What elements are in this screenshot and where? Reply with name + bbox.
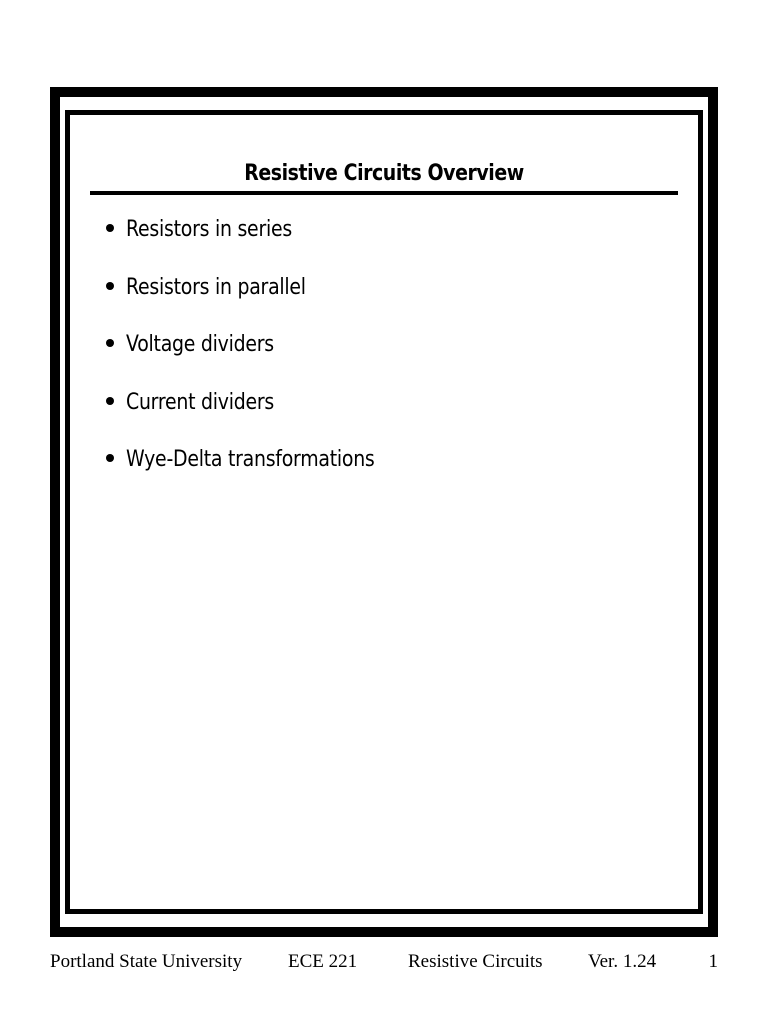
- bullet-text: Resistors in series: [126, 217, 292, 242]
- list-item: [106, 443, 415, 501]
- slide-title: Resistive Circuits Overview: [244, 161, 524, 186]
- bullet-icon: [106, 339, 114, 347]
- slide-inner-frame: [65, 110, 703, 914]
- list-item: [106, 271, 415, 329]
- bullet-text: Wye-Delta transformations: [126, 447, 375, 472]
- bullet-icon: [106, 454, 114, 462]
- footer-topic: Resistive Circuits: [408, 951, 543, 972]
- bullet-text: Voltage dividers: [126, 332, 274, 357]
- slide-footer: [50, 951, 718, 977]
- bullet-icon: [106, 282, 114, 290]
- bullet-text: Resistors in parallel: [126, 274, 306, 300]
- list-item: [106, 328, 415, 386]
- bullet-list: [106, 213, 415, 501]
- footer-institution: Portland State University: [50, 951, 243, 972]
- list-item: [106, 386, 415, 444]
- slide-outer-frame: [50, 87, 718, 937]
- bullet-icon: [106, 224, 114, 232]
- footer-version: Ver. 1.24: [588, 951, 657, 972]
- bullet-icon: [106, 397, 114, 405]
- footer-page-number: 1: [708, 951, 718, 972]
- list-item: [106, 213, 415, 271]
- footer-course: ECE 221: [288, 951, 358, 972]
- title-underline: [90, 191, 678, 195]
- bullet-text: Current dividers: [126, 389, 274, 415]
